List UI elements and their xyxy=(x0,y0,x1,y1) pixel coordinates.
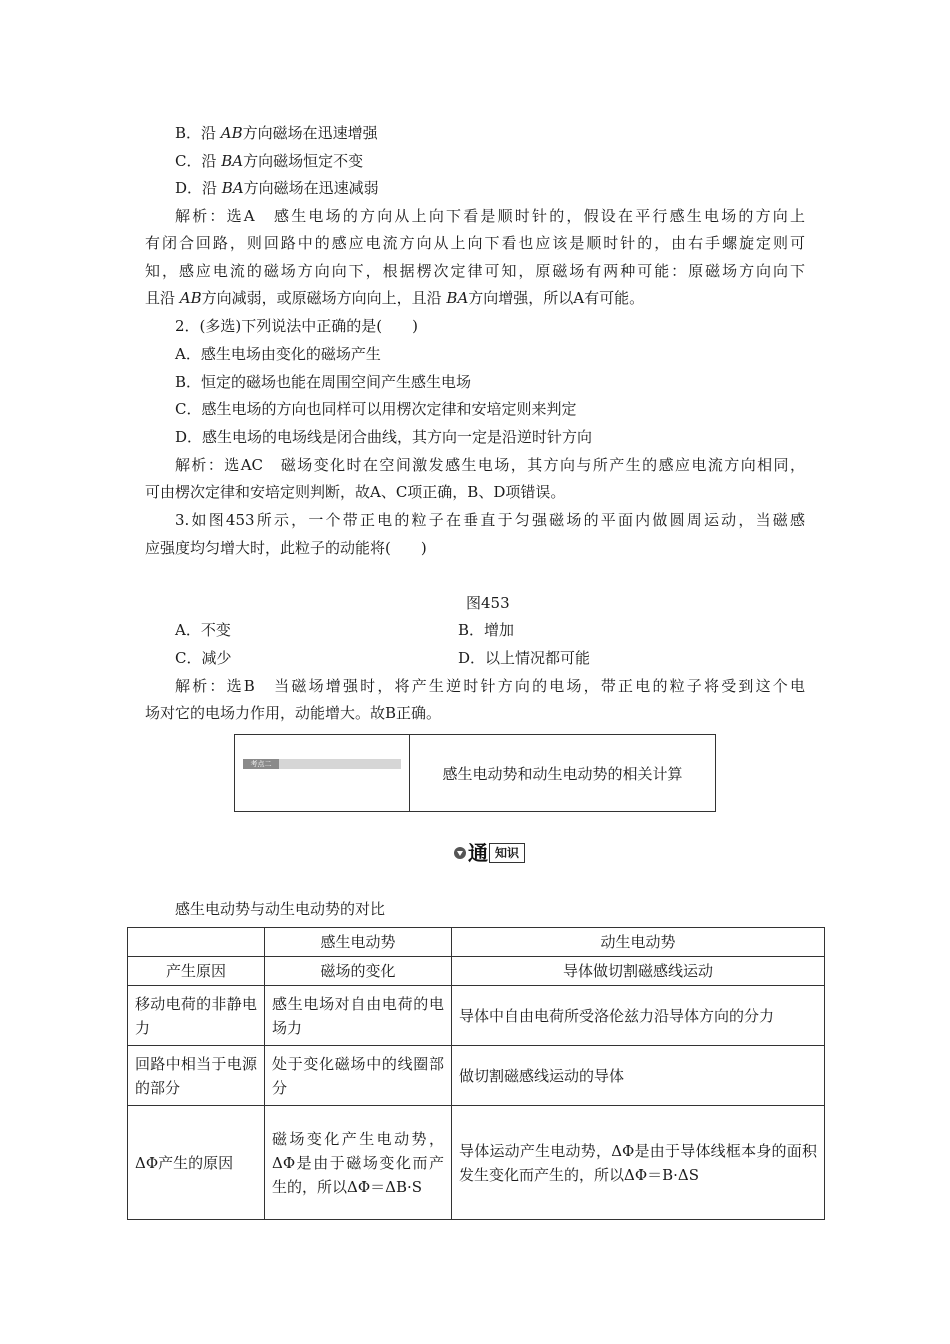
q3-stem-line1: 3.如图453所示，一个带正电的粒子在垂直于匀强磁场的平面内做圆周运动，当磁感 xyxy=(175,511,805,529)
q1-analysis-line4-c: 方向增强，所以A有可能。 xyxy=(468,289,645,307)
q2-option-a: A．感生电场由变化的磁场产生 xyxy=(175,345,381,363)
q1-option-b-var: AB xyxy=(220,124,243,142)
q1-analysis-line3: 知，感应电流的磁场方向向下，根据楞次定律可知，原磁场有两种可能：原磁场方向向下 xyxy=(145,262,805,280)
table-row xyxy=(128,1046,825,1106)
row-induced: 处于变化磁场中的线圈部分 xyxy=(265,1046,452,1106)
row-induced: 磁场的变化 xyxy=(265,957,452,986)
row-label: 移动电荷的非静电力 xyxy=(128,986,265,1046)
section-header xyxy=(234,734,716,812)
table-row xyxy=(128,1106,825,1220)
q1-option-d-rest: 方向磁场在迅速减弱 xyxy=(243,179,379,197)
q1-analysis-var-ba: BA xyxy=(446,289,469,307)
q1-option-c-var: BA xyxy=(221,152,244,170)
q1-option-c-rest: 方向磁场恒定不变 xyxy=(243,152,364,170)
q3-option-b: B．增加 xyxy=(458,621,515,639)
q1-analysis-line2: 有闭合回路，则回路中的感应电流方向从上向下看也应该是顺时针的，由右手螺旋定则可 xyxy=(145,234,805,252)
badge-arrow-icon xyxy=(454,847,466,859)
comparison-table xyxy=(127,927,825,1220)
badge-small-label: 知识 xyxy=(489,843,525,863)
q2-option-b: B．恒定的磁场也能在周围空间产生感生电场 xyxy=(175,373,472,391)
table-header-motional: 动生电动势 xyxy=(452,928,825,957)
q2-analysis-line2: 可由楞次定律和安培定则判断，故A、C项正确，B、D项错误。 xyxy=(145,483,566,501)
row-motional: 做切割磁感线运动的导体 xyxy=(452,1046,825,1106)
knowledge-badge xyxy=(454,842,525,864)
table-header-corner xyxy=(128,928,265,957)
q1-option-b-text: B．沿 xyxy=(175,124,221,142)
row-label: ΔΦ产生的原因 xyxy=(128,1106,265,1220)
q1-option-d xyxy=(175,177,379,199)
table-caption: 感生电动势与动生电动势的对比 xyxy=(175,900,386,918)
row-label: 回路中相当于电源的部分 xyxy=(128,1046,265,1106)
q2-analysis-line1: 解析：选AC 磁场变化时在空间激发感生电场，其方向与所产生的感应电流方向相同， xyxy=(175,456,805,474)
section-title: 感生电动势和动生电动势的相关计算 xyxy=(442,764,683,783)
figure-caption: 图453 xyxy=(466,594,510,612)
row-label: 产生原因 xyxy=(128,957,265,986)
section-tag-bar xyxy=(243,759,401,769)
q2-stem: 2．(多选)下列说法中正确的是( ) xyxy=(175,317,418,335)
table-row xyxy=(128,986,825,1046)
q3-option-a: A．不变 xyxy=(175,621,231,639)
q1-analysis-line4 xyxy=(145,287,644,309)
q1-analysis-var-ab: AB xyxy=(179,289,202,307)
q3-analysis-line1: 解析：选B 当磁场增强时，将产生逆时针方向的电场，带正电的粒子将受到这个电 xyxy=(175,677,805,695)
row-motional: 导体运动产生电动势，ΔΦ是由于导体线框本身的面积发生变化而产生的，所以ΔΦ＝B·ΔS xyxy=(452,1106,825,1220)
q1-option-b xyxy=(175,122,378,144)
q2-option-c: C．感生电场的方向也同样可以用楞次定律和安培定则来判定 xyxy=(175,400,577,418)
q3-analysis-line2: 场对它的电场力作用，动能增大。故B正确。 xyxy=(145,704,442,722)
table-header-induced: 感生电动势 xyxy=(265,928,452,957)
row-induced: 感生电场对自由电荷的电场力 xyxy=(265,986,452,1046)
badge-big-char: 通 xyxy=(468,841,488,865)
q1-option-c xyxy=(175,150,363,172)
section-tag-cell xyxy=(235,735,410,811)
q1-option-d-var: BA xyxy=(221,179,244,197)
table-header-row xyxy=(128,928,825,957)
q1-analysis-line4-b: 方向减弱，或原磁场方向向上，且沿 xyxy=(201,289,447,307)
row-motional: 导体中自由电荷所受洛伦兹力沿导体方向的分力 xyxy=(452,986,825,1046)
q3-stem-line2: 应强度均匀增大时，此粒子的动能将( ) xyxy=(145,539,427,557)
q1-option-c-text: C．沿 xyxy=(175,152,222,170)
table-row xyxy=(128,957,825,986)
row-motional: 导体做切割磁感线运动 xyxy=(452,957,825,986)
q2-option-d: D．感生电场的电场线是闭合曲线，其方向一定是沿逆时针方向 xyxy=(175,428,593,446)
q3-option-c: C．减少 xyxy=(175,649,232,667)
q1-analysis-line4-a: 且沿 xyxy=(145,289,180,307)
q3-option-d: D．以上情况都可能 xyxy=(458,649,591,667)
section-tag-label: 考点二 xyxy=(243,759,279,769)
q1-option-d-text: D．沿 xyxy=(175,179,222,197)
row-induced: 磁场变化产生电动势，ΔΦ是由于磁场变化而产生的，所以ΔΦ＝ΔB·S xyxy=(265,1106,452,1220)
q1-analysis-line1: 解析：选A 感生电场的方向从上向下看是顺时针的，假设在平行感生电场的方向上 xyxy=(175,207,805,225)
q1-option-b-rest: 方向磁场在迅速增强 xyxy=(242,124,378,142)
